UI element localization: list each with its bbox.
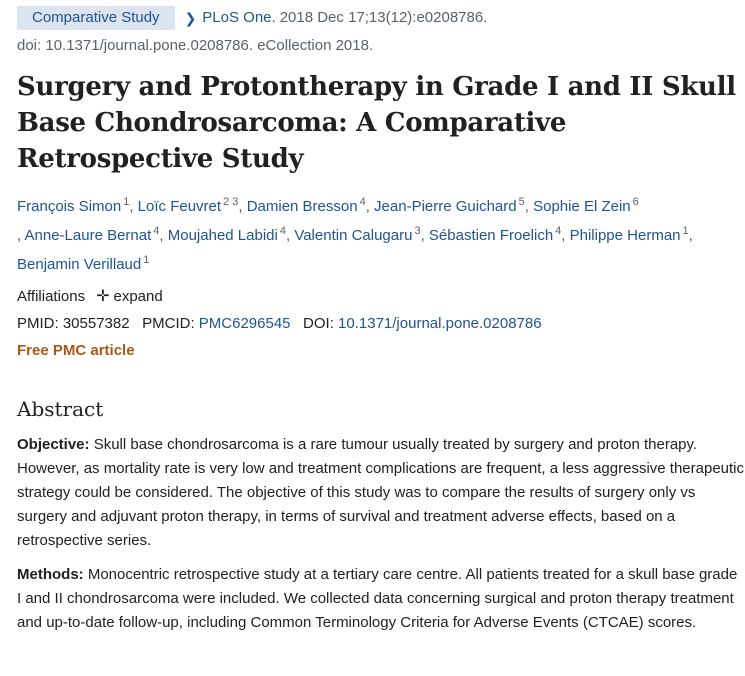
doi-label: DOI:	[303, 315, 334, 332]
identifiers	[17, 313, 745, 335]
abstract-heading: Abstract	[17, 397, 104, 421]
abstract-methods	[17, 563, 745, 635]
author-affiliation-number[interactable]: 2 3	[223, 196, 239, 208]
methods-label: Methods:	[17, 566, 84, 583]
objective-text: Skull base chondrosarcoma is a rare tumour usually treated by surgery and proton therapy. However, as mortality rate is very low and treatment complications are frequent, a less aggressive therapeutic strategy could be considered. The objective of this study was to compare the results of surgery only vs surgery and adjuvant proton therapy, in terms of survival and treatment adverse effects, based on a retrospective series.	[17, 436, 745, 549]
author-link[interactable]: Valentin Calugaru	[294, 227, 413, 244]
author-affiliation-number[interactable]: 1	[123, 196, 130, 208]
free-pmc-article-badge: Free PMC article	[17, 342, 135, 359]
author-link[interactable]: Anne-Laure Bernat	[24, 227, 152, 244]
author-affiliation-number[interactable]: 4	[279, 225, 286, 237]
author-affiliation-number[interactable]: 6	[632, 196, 639, 208]
pmcid-label: PMCID:	[142, 315, 195, 332]
methods-text: Monocentric retrospective study at a tertiary care centre. All patients treated for a skull base grade I and II chondrosarcoma were included. We collected data concerning surgical and proton therapy treatment and up-to-date follow-up, including Common Terminology Criteria for Adverse Events (CTCAE) scores.	[17, 566, 738, 631]
author-affiliation-number[interactable]: 4	[153, 225, 160, 237]
article-title: Surgery and Protontherapy in Grade I and II Skull Base Chondrosarcoma: A Comparative Retrospective Study	[17, 72, 736, 174]
author-affiliation-number[interactable]: 4	[359, 196, 366, 208]
author-link[interactable]: Philippe Herman	[569, 227, 681, 244]
journal-link[interactable]: PLoS One.	[202, 9, 276, 26]
author-link[interactable]: Sophie El Zein	[533, 198, 631, 215]
author-link[interactable]: Loïc Feuvret	[137, 198, 222, 215]
chevron-right-icon: ❯	[184, 10, 197, 26]
author-affiliation-number[interactable]: 3	[414, 225, 421, 237]
author-affiliation-number[interactable]: 5	[518, 196, 525, 208]
authors-list: François Simon $^1$, Loïc Feuvret $^{2 3}$, Damien Bresson $^4$, Jean-Pierre Guichard $^5$, Sophie El Zein $^6$ , Anne-Laure Bernat $^4$, Moujahed Labidi $^4$, Valentin Calugaru $^3$, Sébastien Froelich $^4$, Philippe Herman $^1$, Benjamin Verillaud $^1$	[17, 196, 693, 273]
doi-link[interactable]: 10.1371/journal.pone.0208786	[338, 315, 542, 332]
abstract-objective	[17, 433, 745, 553]
affiliations-toggle[interactable]	[17, 286, 745, 308]
pmid-label: PMID:	[17, 315, 59, 332]
author-link[interactable]: François Simon	[17, 198, 122, 215]
citation-line	[17, 6, 745, 30]
author-affiliation-number[interactable]: 1	[682, 225, 689, 237]
author-link[interactable]: Jean-Pierre Guichard	[374, 198, 517, 215]
author-affiliation-number[interactable]: 1	[143, 254, 150, 266]
author-affiliation-number[interactable]: 4	[555, 225, 562, 237]
author-link[interactable]: Benjamin Verillaud	[17, 256, 142, 273]
citation-text: 2018 Dec 17;13(12):e0208786.	[279, 9, 488, 26]
pmid-value: 30557382	[62, 315, 130, 332]
expand-label[interactable]: expand	[113, 288, 163, 305]
plus-icon[interactable]: ✛	[96, 288, 110, 305]
doi-line: doi: 10.1371/journal.pone.0208786. eCollection 2018.	[17, 37, 374, 54]
author-link[interactable]: Moujahed Labidi	[167, 227, 278, 244]
author-link[interactable]: Damien Bresson	[246, 198, 358, 215]
objective-label: Objective:	[17, 436, 90, 453]
author-link[interactable]: Sébastien Froelich	[428, 227, 554, 244]
affiliations-label: Affiliations	[17, 288, 86, 305]
publication-type-badge[interactable]: Comparative Study	[17, 6, 175, 30]
pmcid-link[interactable]: PMC6296545	[198, 315, 291, 332]
